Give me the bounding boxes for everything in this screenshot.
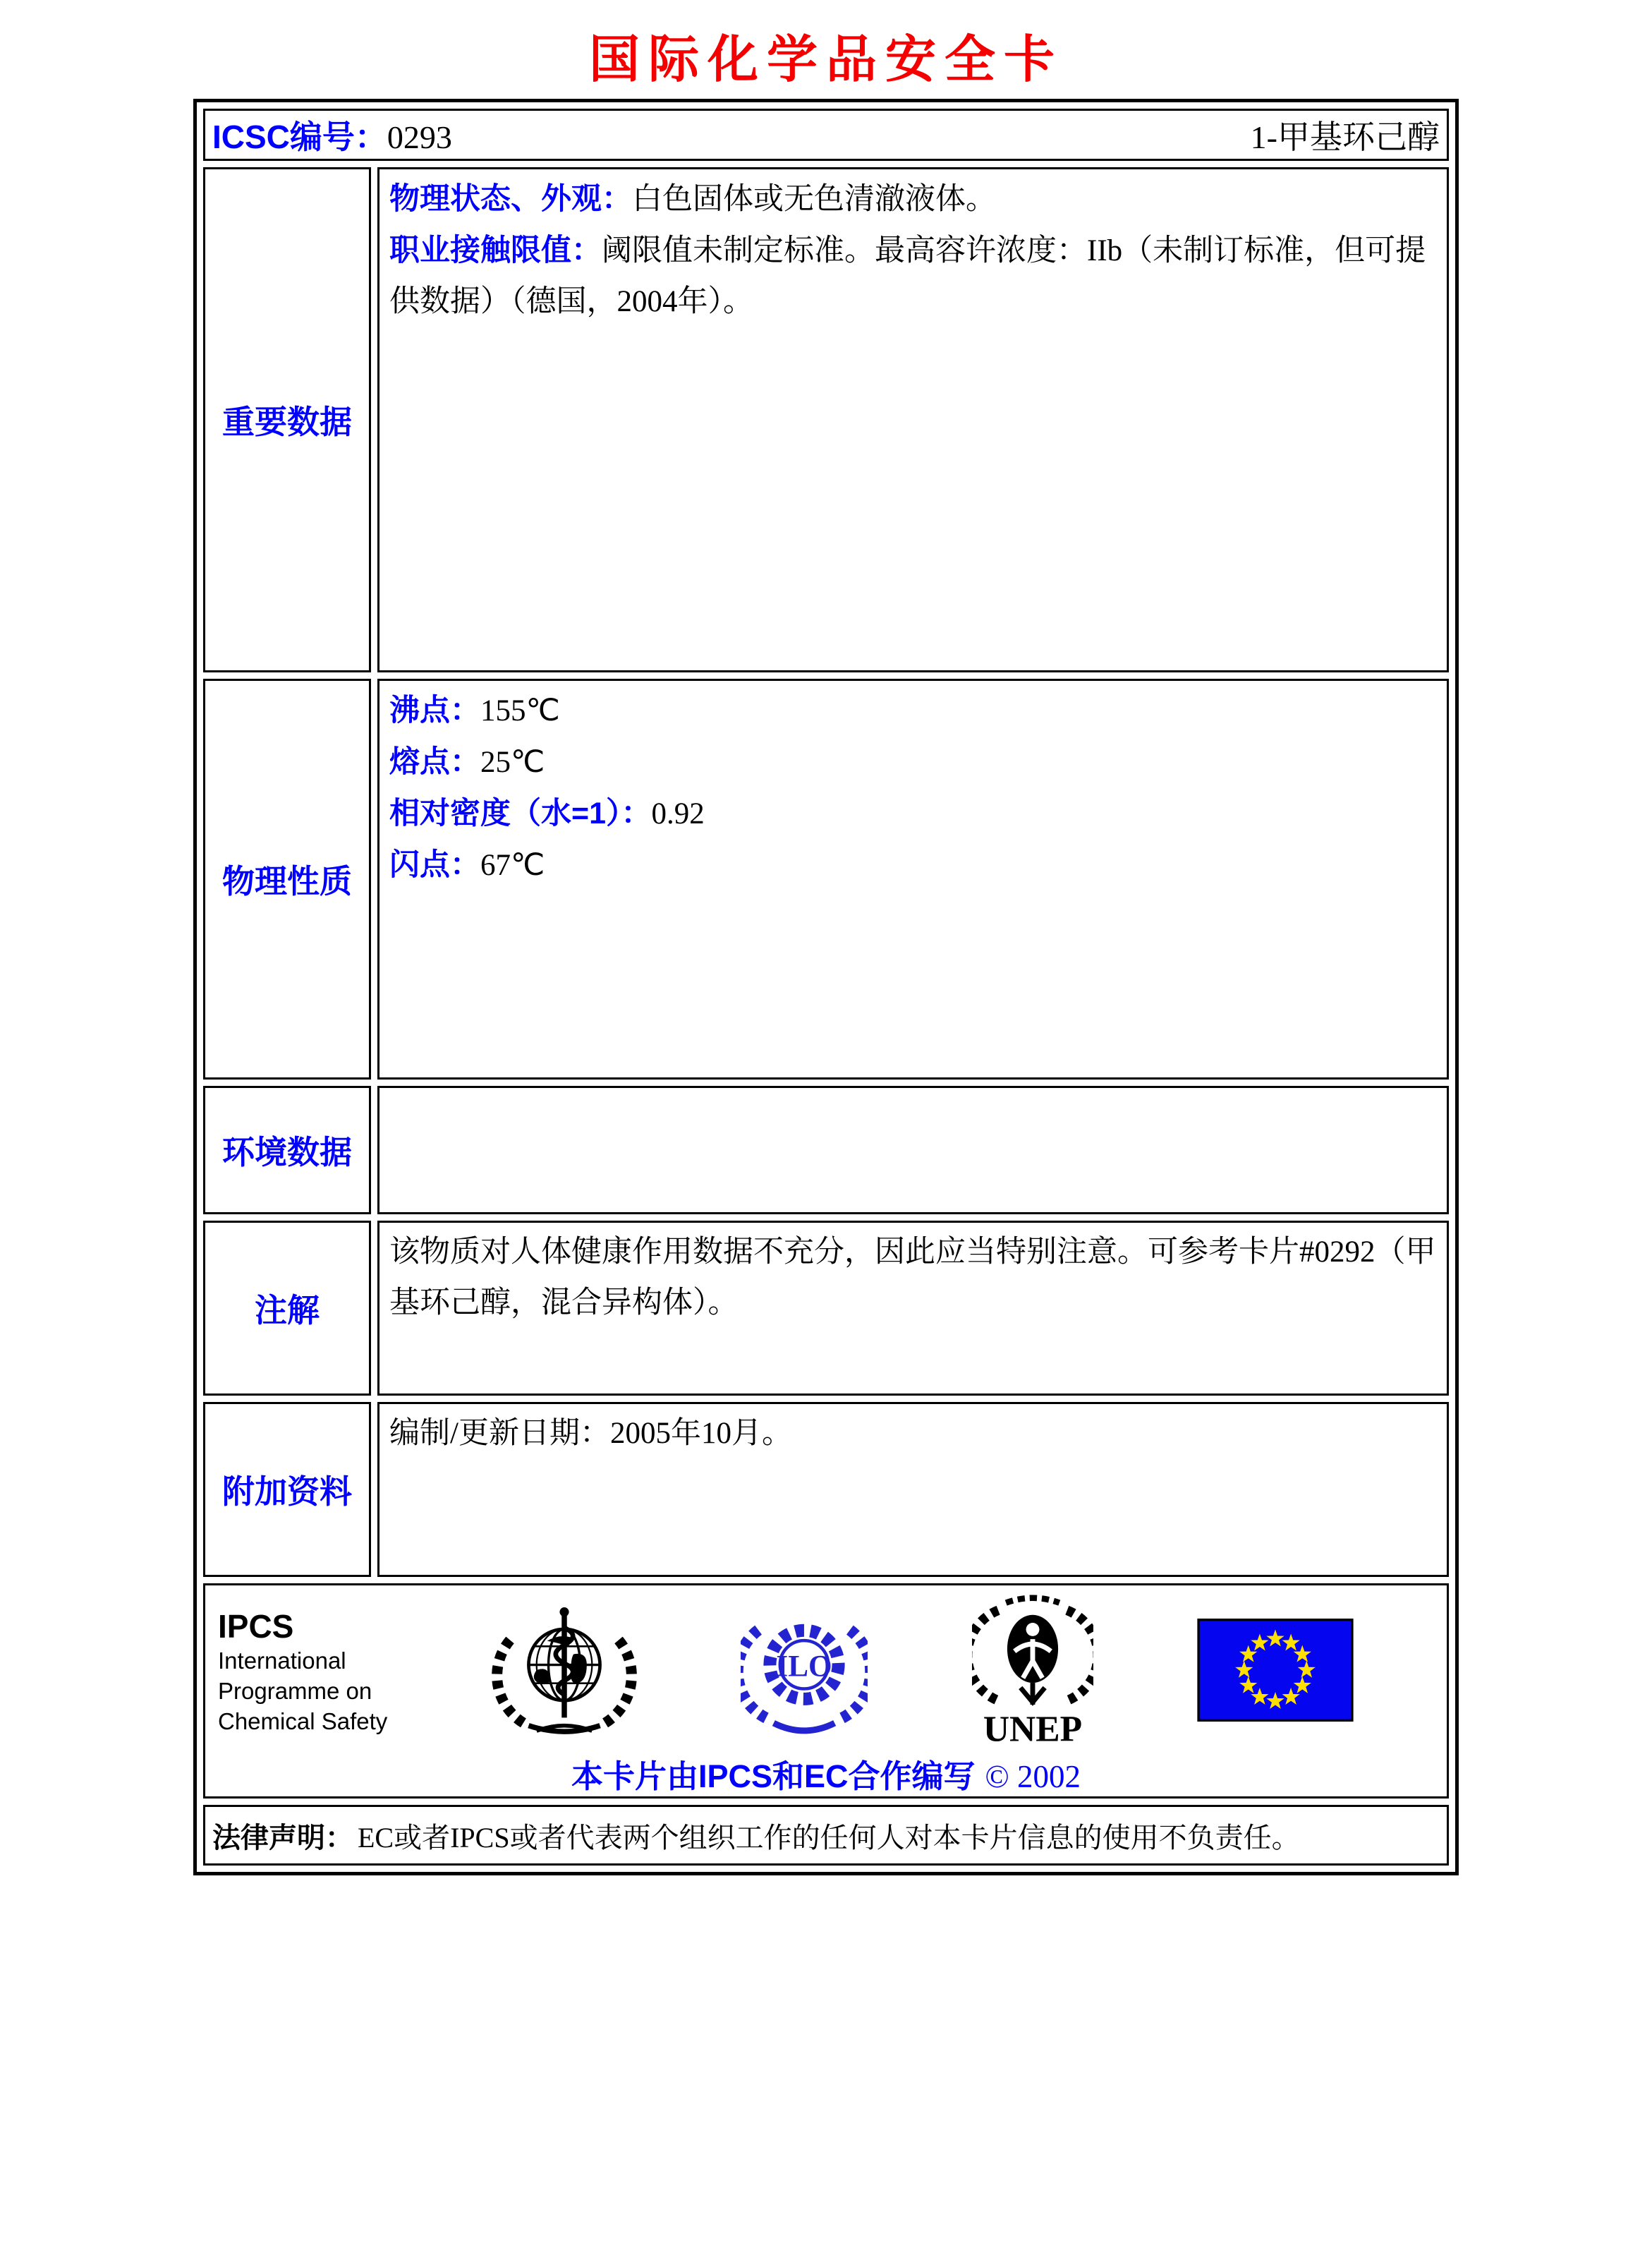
relative-density-value: 0.92 [651, 797, 705, 830]
notes-label-cell [203, 1221, 371, 1396]
relative-density-label: 相对密度（水=1）： [389, 797, 652, 830]
boiling-point-label: 沸点： [389, 694, 480, 727]
melting-point-line [389, 737, 1437, 788]
icsc-number-value: 0293 [387, 119, 452, 155]
melting-point-label: 熔点： [389, 745, 480, 779]
additional-info-row [203, 1402, 1449, 1577]
additional-info-text: 编制/更新日期：2005年10月。 [389, 1417, 792, 1450]
legal-cell [203, 1805, 1449, 1866]
ipcs-subtitle-line3: Chemical Safety [218, 1707, 388, 1734]
environmental-data-label-cell [203, 1086, 371, 1214]
unep-logo-icon [972, 1588, 1093, 1755]
notes-content-cell [377, 1221, 1449, 1396]
physical-state-label: 物理状态、外观： [389, 182, 632, 216]
important-data-row [203, 167, 1449, 672]
exposure-limit-line [389, 225, 1437, 327]
icsc-number-group [212, 111, 452, 158]
footer-cell [203, 1583, 1449, 1798]
ilo-logo-icon [741, 1597, 868, 1746]
chemical-name: 1-甲基环己醇 [1250, 119, 1440, 155]
environmental-data-content-cell [377, 1086, 1449, 1214]
legal-row [203, 1805, 1449, 1866]
footer-row [203, 1583, 1449, 1798]
page-title: 国际化学品安全卡 [588, 32, 1063, 88]
icsc-card [193, 99, 1459, 1875]
ipcs-subtitle-line2: Programme on [218, 1677, 372, 1704]
notes-text: 该物质对人体健康作用数据不充分，因此应当特别注意。可参考卡片#0292（甲基环己醇，混合异构体）。 [389, 1235, 1436, 1319]
flash-point-value: 67℃ [480, 849, 545, 882]
unep-letters: UNEP [983, 1709, 1082, 1750]
ipcs-title: IPCS [218, 1607, 294, 1645]
logo-strip [205, 1585, 1447, 1750]
boiling-point-line [389, 685, 1437, 737]
additional-info-label-cell [203, 1402, 371, 1577]
physical-properties-row [203, 679, 1449, 1080]
row-label-physical-properties: 物理性质 [222, 863, 352, 900]
row-label-notes: 注解 [255, 1292, 320, 1329]
flash-point-label: 闪点： [389, 848, 480, 882]
physical-state-text: 白色固体或无色清澈液体。 [632, 183, 996, 216]
physical-properties-label-cell [203, 679, 371, 1080]
header-row [203, 109, 1449, 161]
relative-density-line [389, 788, 1437, 840]
boiling-point-value: 155℃ [480, 694, 560, 727]
who-logo-icon [492, 1601, 637, 1743]
legal-label: 法律声明： [212, 1822, 353, 1854]
legal-text: EC或者IPCS或者代表两个组织工作的任何人对本卡片信息的使用不负责任。 [358, 1821, 1300, 1854]
row-label-additional-info: 附加资料 [222, 1473, 352, 1510]
important-data-content-cell [377, 167, 1449, 672]
row-label-important-data: 重要数据 [222, 404, 352, 440]
important-data-label-cell [203, 167, 371, 672]
environmental-data-row [203, 1086, 1449, 1214]
ilo-letters: ILO [776, 1650, 832, 1683]
credit-copyright: © 2002 [985, 1759, 1081, 1794]
row-label-environmental-data: 环境数据 [222, 1134, 352, 1171]
eu-flag-icon [1197, 1619, 1354, 1725]
notes-row [203, 1221, 1449, 1396]
icsc-table [197, 102, 1455, 1872]
header-cell [203, 109, 1449, 161]
flash-point-line [389, 840, 1437, 891]
credit-text: 本卡片由IPCS和EC合作编写 [571, 1758, 976, 1794]
exposure-limit-text: 阈限值未制定标准。最高容许浓度：IIb（未制订标准，但可提供数据）（德国，2004年）。 [389, 234, 1426, 318]
ipcs-subtitle-line1: International [218, 1647, 346, 1674]
melting-point-value: 25℃ [480, 746, 545, 779]
exposure-limit-label: 职业接触限值： [389, 234, 602, 267]
credit-line [205, 1751, 1447, 1796]
ipcs-block [218, 1607, 387, 1736]
physical-state-line [389, 174, 1437, 225]
physical-properties-content-cell [377, 679, 1449, 1080]
icsc-number-label: ICSC编号： [212, 119, 387, 155]
additional-info-content-cell [377, 1402, 1449, 1577]
